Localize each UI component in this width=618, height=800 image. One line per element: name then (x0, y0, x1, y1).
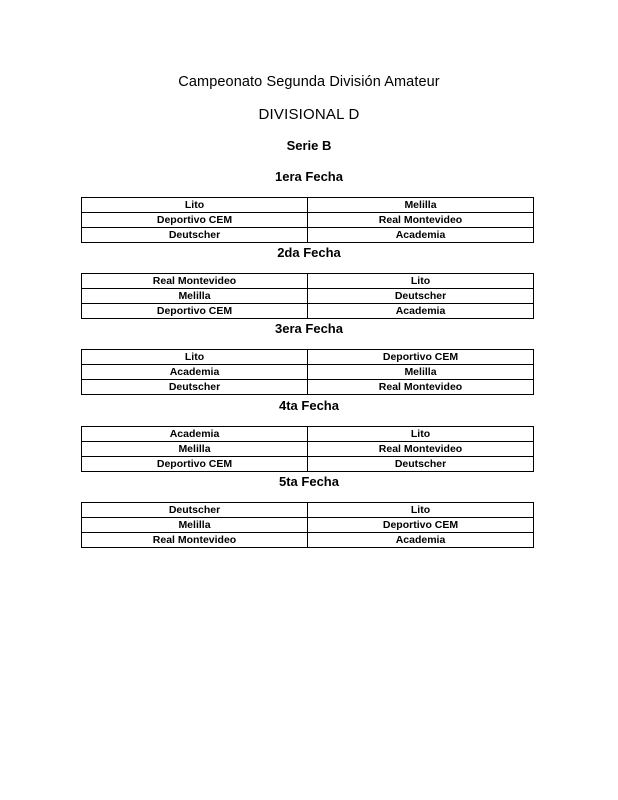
home-team: Deportivo CEM (82, 213, 308, 228)
away-team: Deportivo CEM (308, 350, 534, 365)
fecha-heading-1: 1era Fecha (275, 169, 343, 184)
table-row (82, 228, 534, 243)
fecha-heading-3: 3era Fecha (275, 321, 343, 336)
away-team: Melilla (308, 198, 534, 213)
away-team: Academia (308, 533, 534, 548)
home-team: Lito (82, 350, 308, 365)
table-row (82, 198, 534, 213)
table-row (82, 365, 534, 380)
table-row (82, 503, 534, 518)
home-team: Melilla (82, 518, 308, 533)
home-team: Real Montevideo (82, 274, 308, 289)
away-team: Real Montevideo (308, 213, 534, 228)
away-team: Deportivo CEM (308, 518, 534, 533)
away-team: Lito (308, 274, 534, 289)
away-team: Real Montevideo (308, 380, 534, 395)
home-team: Academia (82, 365, 308, 380)
home-team: Real Montevideo (82, 533, 308, 548)
table-row (82, 427, 534, 442)
fixtures-table-3 (81, 349, 534, 395)
home-team: Melilla (82, 289, 308, 304)
division-heading: DIVISIONAL D (258, 106, 360, 123)
home-team: Deutscher (82, 380, 308, 395)
table-row (82, 533, 534, 548)
table-row (82, 274, 534, 289)
fixtures-table-5 (81, 502, 534, 548)
home-team: Academia (82, 427, 308, 442)
fixtures-table-2 (81, 273, 534, 319)
away-team: Lito (308, 427, 534, 442)
document-title: Campeonato Segunda División Amateur (178, 74, 440, 90)
away-team: Deutscher (308, 289, 534, 304)
home-team: Deutscher (82, 503, 308, 518)
table-row (82, 213, 534, 228)
home-team: Melilla (82, 442, 308, 457)
table-row (82, 457, 534, 472)
away-team: Academia (308, 304, 534, 319)
home-team: Deutscher (82, 228, 308, 243)
table-row (82, 442, 534, 457)
fecha-heading-4: 4ta Fecha (279, 398, 339, 413)
away-team: Deutscher (308, 457, 534, 472)
home-team: Deportivo CEM (82, 457, 308, 472)
serie-heading: Serie B (286, 138, 332, 153)
away-team: Lito (308, 503, 534, 518)
table-row (82, 304, 534, 319)
fixtures-table-4 (81, 426, 534, 472)
away-team: Melilla (308, 365, 534, 380)
table-row (82, 518, 534, 533)
fixtures-table-1 (81, 197, 534, 243)
table-row (82, 380, 534, 395)
table-row (82, 289, 534, 304)
home-team: Deportivo CEM (82, 304, 308, 319)
home-team: Lito (82, 198, 308, 213)
fecha-heading-5: 5ta Fecha (279, 474, 339, 489)
table-row (82, 350, 534, 365)
fecha-heading-2: 2da Fecha (277, 245, 341, 260)
away-team: Real Montevideo (308, 442, 534, 457)
away-team: Academia (308, 228, 534, 243)
